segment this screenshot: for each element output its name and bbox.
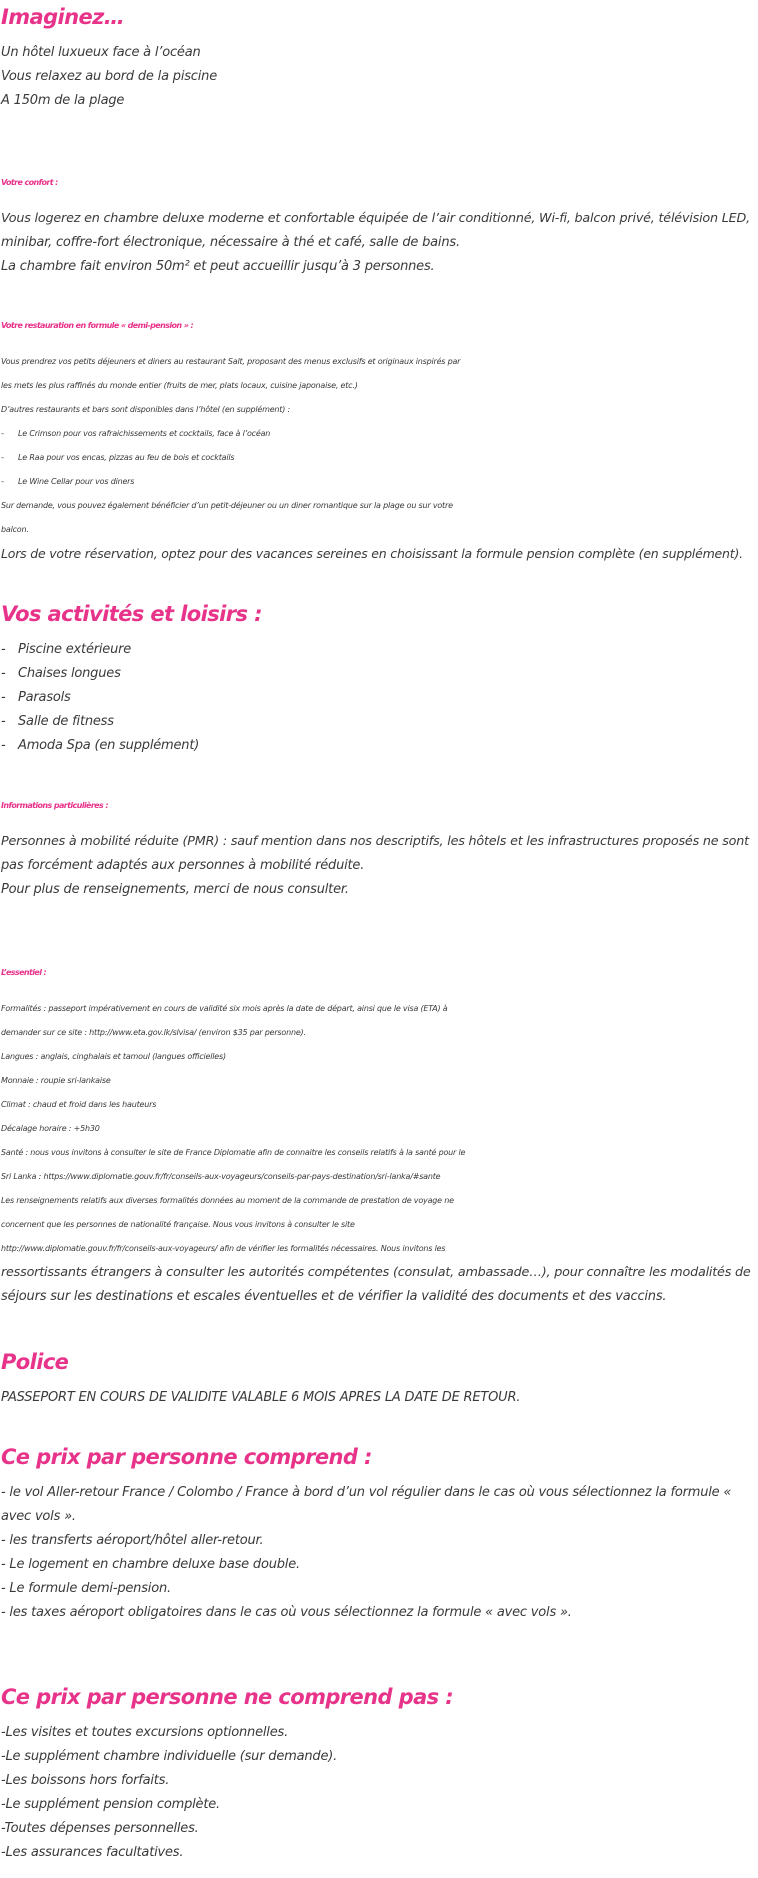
text-line: - Le formule demi-pension.	[1, 1581, 171, 1596]
text-line: pas forcément adaptés aux personnes à mobilité réduite.	[1, 858, 365, 873]
heading-imaginez: Imaginez…	[1, 5, 125, 29]
heading-essentiel: L’essentiel :	[1, 968, 47, 977]
heading-restauration: Votre restauration en formule « demi-pension » :	[1, 321, 194, 330]
text-line: avec vols ».	[1, 1509, 76, 1524]
list-item: - Salle de fitness	[1, 710, 262, 734]
text-line: Climat : chaud et froid dans les hauteurs	[1, 1100, 157, 1109]
heading-comprend: Ce prix par personne comprend :	[1, 1445, 372, 1469]
text-line: - les transferts aéroport/hôtel aller-retour.	[1, 1533, 264, 1548]
text-line: Formalités : passeport impérativement en cours de validité six mois après la date de départ, ainsi que le visa (ETA) à	[1, 1004, 448, 1013]
text-line: concernent que les personnes de nationalité française. Nous vous invitons à consulter le site	[1, 1220, 355, 1229]
text-line: Personnes à mobilité réduite (PMR) : sauf mention dans nos descriptifs, les hôtels et les infrastructures proposés ne sont	[1, 834, 749, 849]
heading-confort: Votre confort :	[1, 178, 58, 187]
text-line: Un hôtel luxueux face à l’océan	[1, 45, 201, 60]
text-line: - les taxes aéroport obligatoires dans le cas où vous sélectionnez la formule « avec vols ».	[1, 1605, 572, 1620]
text-line: -Les visites et toutes excursions optionnelles.	[1, 1725, 289, 1740]
text-line: -Les assurances facultatives.	[1, 1845, 184, 1860]
list-item: - Chaises longues	[1, 662, 262, 686]
heading-informations: Informations particulières :	[1, 801, 108, 810]
list-item-text: Chaises longues	[18, 666, 121, 681]
text-line: Pour plus de renseignements, merci de nous consulter.	[1, 882, 349, 897]
text-line: Sur demande, vous pouvez également bénéficier d’un petit-déjeuner ou un diner romantique sur la plage ou sur votre	[1, 501, 453, 510]
section-restauration	[1, 311, 743, 566]
list-item: - Le Wine Cellar pour vos diners	[1, 470, 743, 494]
text-line: -Les boissons hors forfaits.	[1, 1773, 170, 1788]
text-line: Langues : anglais, cinghalais et tamoul (langues officielles)	[1, 1052, 226, 1061]
text-line: La chambre fait environ 50m² et peut accueillir jusqu’à 3 personnes.	[1, 259, 435, 274]
text-line: séjours sur les destinations et escales éventuelles et de vérifier la validité des documents et des vaccins.	[1, 1289, 667, 1304]
text-line: Santé : nous vous invitons à consulter le site de France Diplomatie afin de connaitre les conseils relatifs à la santé pour le	[1, 1148, 466, 1157]
section-activites	[1, 599, 262, 758]
section-imaginez	[1, 2, 217, 113]
list-item: - Parasols	[1, 686, 262, 710]
list-item: - Le Raa pour vos encas, pizzas au feu de bois et cocktails	[1, 446, 743, 470]
section-informations	[1, 791, 749, 902]
text-line: Lors de votre réservation, optez pour des vacances sereines en choisissant la formule pension complète (en supplément).	[1, 546, 743, 561]
text-line: Monnaie : roupie sri-lankaise	[1, 1076, 111, 1085]
text-line: demander sur ce site : http://www.eta.gov.lk/slvisa/ (environ $35 par personne).	[1, 1028, 306, 1037]
list-item-text: Amoda Spa (en supplément)	[18, 738, 200, 753]
text-line: - Le logement en chambre deluxe base double.	[1, 1557, 300, 1572]
text-line: Décalage horaire : +5h30	[1, 1124, 100, 1133]
text-line: PASSEPORT EN COURS DE VALIDITE VALABLE 6 MOIS APRES LA DATE DE RETOUR.	[1, 1390, 521, 1405]
list-item-text: Le Raa pour vos encas, pizzas au feu de bois et cocktails	[18, 453, 235, 462]
list-item: - Amoda Spa (en supplément)	[1, 734, 262, 758]
section-essentiel	[1, 958, 751, 1309]
list-item-text: Parasols	[18, 690, 71, 705]
text-line: -Toutes dépenses personnelles.	[1, 1821, 199, 1836]
text-line: Vous prendrez vos petits déjeuners et diners au restaurant Salt, proposant des menus exclusifs et originaux inspirés par	[1, 357, 461, 366]
section-police	[1, 1347, 520, 1410]
text-line: les mets les plus raffinés du monde entier (fruits de mer, plats locaux, cuisine japonaise, etc.)	[1, 381, 358, 390]
text-line: ressortissants étrangers à consulter les autorités compétentes (consulat, ambassade…), pour connaître les modalités de	[1, 1265, 751, 1280]
text-line: minibar, coffre-fort électronique, nécessaire à thé et café, salle de bains.	[1, 235, 460, 250]
section-ne-comprend	[1, 1682, 453, 1865]
heading-ne-comprend: Ce prix par personne ne comprend pas :	[1, 1685, 454, 1709]
text-line: Vous logerez en chambre deluxe moderne et confortable équipée de l’air conditionné, Wi-fi, balcon privé, télévision LED,	[1, 211, 750, 226]
text-line: D’autres restaurants et bars sont disponibles dans l’hôtel (en supplément) :	[1, 405, 290, 414]
list-item: - Le Crimson pour vos rafraichissements et cocktails, face à l’océan	[1, 422, 743, 446]
text-line: Sri Lanka : https://www.diplomatie.gouv.fr/fr/conseils-aux-voyageurs/conseils-par-pays-destination/sri-lanka/#sante	[1, 1172, 441, 1181]
section-comprend	[1, 1442, 731, 1625]
text-line: balcon.	[1, 525, 29, 534]
text-line: http://www.diplomatie.gouv.fr/fr/conseils-aux-voyageurs/ afin de vérifier les formalités nécessaires. Nous invitons les	[1, 1244, 446, 1253]
section-confort	[1, 168, 750, 279]
text-line: -Le supplément pension complète.	[1, 1797, 220, 1812]
text-line: - le vol Aller-retour France / Colombo / France à bord d’un vol régulier dans le cas où vous sélectionnez la formule «	[1, 1485, 732, 1500]
text-line: Vous relaxez au bord de la piscine	[1, 69, 217, 84]
list-item-text: Le Crimson pour vos rafraichissements et cocktails, face à l’océan	[18, 429, 271, 438]
list-item-text: Salle de fitness	[18, 714, 114, 729]
text-line: Les renseignements relatifs aux diverses formalités données au moment de la commande de prestation de voyage ne	[1, 1196, 454, 1205]
list-item-text: Le Wine Cellar pour vos diners	[18, 477, 135, 486]
list-item: - Piscine extérieure	[1, 638, 262, 662]
heading-police: Police	[1, 1350, 69, 1374]
text-line: -Le supplément chambre individuelle (sur demande).	[1, 1749, 338, 1764]
list-item-text: Piscine extérieure	[18, 642, 132, 657]
text-line: A 150m de la plage	[1, 93, 125, 108]
heading-activites: Vos activités et loisirs :	[1, 602, 262, 626]
